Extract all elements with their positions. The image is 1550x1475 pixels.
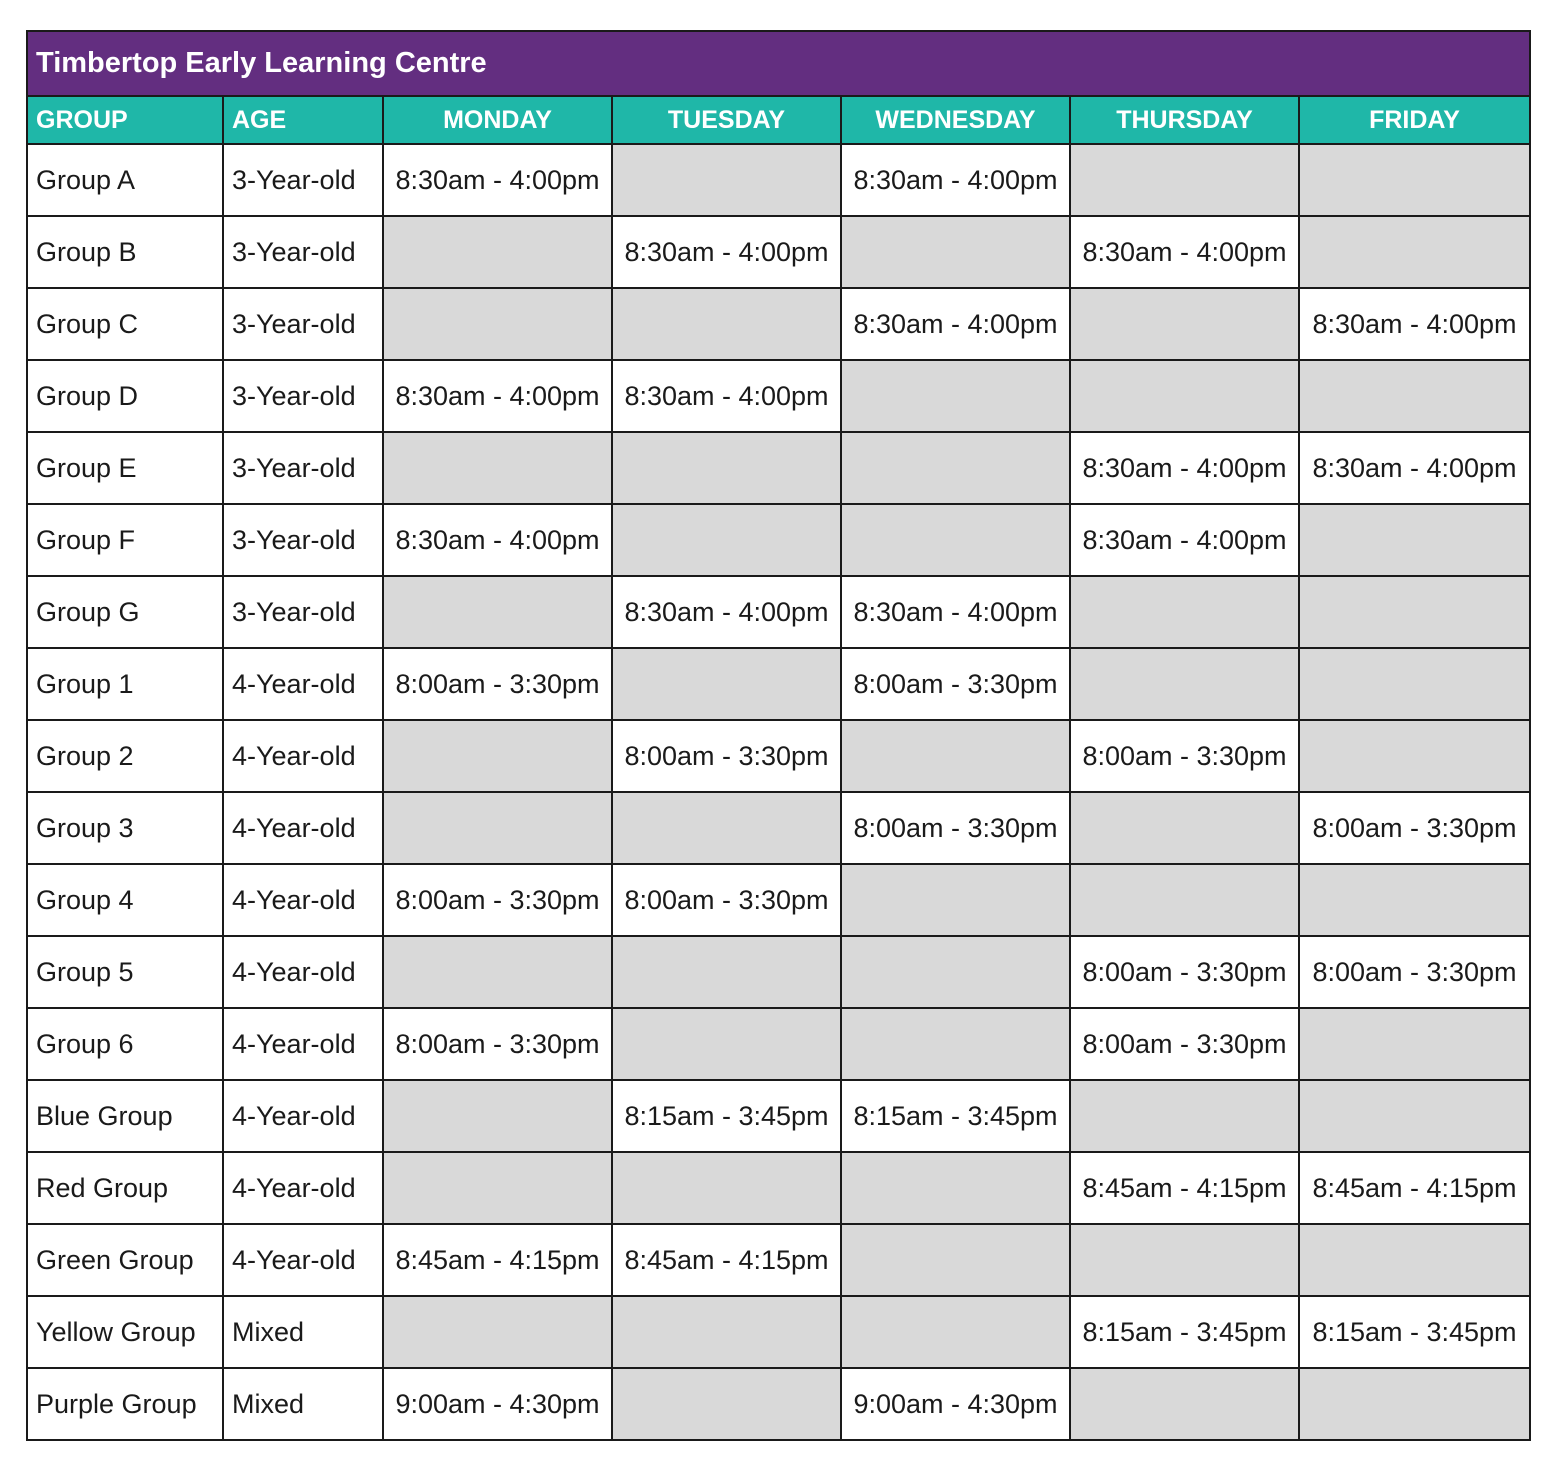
column-header-age: AGE (223, 96, 383, 144)
tuesday-time-cell (612, 648, 841, 720)
friday-time-cell (1299, 216, 1530, 288)
friday-time-cell (1299, 576, 1530, 648)
monday-time-cell (383, 1152, 612, 1224)
friday-time-cell (1299, 1080, 1530, 1152)
age-cell: 4-Year-old (223, 648, 383, 720)
group-name-cell: Group A (27, 144, 223, 216)
tuesday-time-cell: 8:15am - 3:45pm (612, 1080, 841, 1152)
group-name-cell: Group 1 (27, 648, 223, 720)
table-row (27, 864, 1530, 936)
wednesday-time-cell (841, 1152, 1070, 1224)
tuesday-time-cell: 8:00am - 3:30pm (612, 864, 841, 936)
age-cell: 4-Year-old (223, 936, 383, 1008)
wednesday-time-cell (841, 1008, 1070, 1080)
column-header-group: GROUP (27, 96, 223, 144)
table-row (27, 1008, 1530, 1080)
wednesday-time-cell (841, 1224, 1070, 1296)
table-row (27, 792, 1530, 864)
wednesday-time-cell: 8:15am - 3:45pm (841, 1080, 1070, 1152)
group-name-cell: Group B (27, 216, 223, 288)
monday-time-cell (383, 792, 612, 864)
group-name-cell: Group 3 (27, 792, 223, 864)
table-row (27, 1296, 1530, 1368)
thursday-time-cell: 8:00am - 3:30pm (1070, 936, 1299, 1008)
wednesday-time-cell (841, 504, 1070, 576)
monday-time-cell: 8:30am - 4:00pm (383, 144, 612, 216)
monday-time-cell (383, 576, 612, 648)
group-name-cell: Yellow Group (27, 1296, 223, 1368)
wednesday-time-cell (841, 936, 1070, 1008)
tuesday-time-cell: 8:30am - 4:00pm (612, 360, 841, 432)
friday-time-cell (1299, 864, 1530, 936)
column-header-row (27, 96, 1530, 144)
friday-time-cell: 8:15am - 3:45pm (1299, 1296, 1530, 1368)
thursday-time-cell: 8:45am - 4:15pm (1070, 1152, 1299, 1224)
thursday-time-cell (1070, 360, 1299, 432)
monday-time-cell: 8:00am - 3:30pm (383, 864, 612, 936)
table-row (27, 360, 1530, 432)
table-row (27, 576, 1530, 648)
column-header-thursday: THURSDAY (1070, 96, 1299, 144)
wednesday-time-cell: 8:30am - 4:00pm (841, 288, 1070, 360)
monday-time-cell (383, 936, 612, 1008)
table-row (27, 504, 1530, 576)
age-cell: Mixed (223, 1368, 383, 1440)
age-cell: 4-Year-old (223, 720, 383, 792)
schedule-body (27, 144, 1530, 1440)
table-row (27, 648, 1530, 720)
friday-time-cell (1299, 648, 1530, 720)
monday-time-cell (383, 288, 612, 360)
monday-time-cell (383, 1296, 612, 1368)
group-name-cell: Group D (27, 360, 223, 432)
table-row (27, 144, 1530, 216)
tuesday-time-cell (612, 504, 841, 576)
table-row (27, 720, 1530, 792)
monday-time-cell: 8:00am - 3:30pm (383, 648, 612, 720)
wednesday-time-cell: 8:30am - 4:00pm (841, 144, 1070, 216)
age-cell: 4-Year-old (223, 864, 383, 936)
monday-time-cell (383, 720, 612, 792)
table-row (27, 1368, 1530, 1440)
thursday-time-cell: 8:30am - 4:00pm (1070, 216, 1299, 288)
wednesday-time-cell (841, 1296, 1070, 1368)
table-row (27, 1224, 1530, 1296)
tuesday-time-cell: 8:45am - 4:15pm (612, 1224, 841, 1296)
friday-time-cell (1299, 1368, 1530, 1440)
thursday-time-cell: 8:30am - 4:00pm (1070, 504, 1299, 576)
column-header-friday: FRIDAY (1299, 96, 1530, 144)
table-row (27, 936, 1530, 1008)
title-row (27, 31, 1530, 96)
friday-time-cell: 8:45am - 4:15pm (1299, 1152, 1530, 1224)
group-name-cell: Group F (27, 504, 223, 576)
age-cell: 4-Year-old (223, 1224, 383, 1296)
group-name-cell: Group 4 (27, 864, 223, 936)
age-cell: 4-Year-old (223, 1008, 383, 1080)
thursday-time-cell: 8:15am - 3:45pm (1070, 1296, 1299, 1368)
monday-time-cell: 8:00am - 3:30pm (383, 1008, 612, 1080)
age-cell: 4-Year-old (223, 1080, 383, 1152)
monday-time-cell: 8:45am - 4:15pm (383, 1224, 612, 1296)
group-name-cell: Group E (27, 432, 223, 504)
thursday-time-cell (1070, 864, 1299, 936)
column-header-tuesday: TUESDAY (612, 96, 841, 144)
thursday-time-cell (1070, 648, 1299, 720)
table-row (27, 288, 1530, 360)
age-cell: 3-Year-old (223, 504, 383, 576)
tuesday-time-cell (612, 792, 841, 864)
wednesday-time-cell (841, 360, 1070, 432)
friday-time-cell: 8:00am - 3:30pm (1299, 936, 1530, 1008)
table-row (27, 216, 1530, 288)
monday-time-cell: 8:30am - 4:00pm (383, 360, 612, 432)
group-name-cell: Blue Group (27, 1080, 223, 1152)
monday-time-cell (383, 432, 612, 504)
tuesday-time-cell (612, 936, 841, 1008)
tuesday-time-cell (612, 1368, 841, 1440)
tuesday-time-cell: 8:00am - 3:30pm (612, 720, 841, 792)
wednesday-time-cell: 8:00am - 3:30pm (841, 792, 1070, 864)
friday-time-cell (1299, 720, 1530, 792)
thursday-time-cell: 8:00am - 3:30pm (1070, 1008, 1299, 1080)
schedule-table (26, 30, 1531, 1441)
thursday-time-cell (1070, 144, 1299, 216)
group-name-cell: Group C (27, 288, 223, 360)
table-title: Timbertop Early Learning Centre (27, 31, 1530, 96)
age-cell: 3-Year-old (223, 144, 383, 216)
group-name-cell: Purple Group (27, 1368, 223, 1440)
thursday-time-cell (1070, 576, 1299, 648)
age-cell: 3-Year-old (223, 432, 383, 504)
age-cell: 3-Year-old (223, 576, 383, 648)
monday-time-cell (383, 216, 612, 288)
tuesday-time-cell: 8:30am - 4:00pm (612, 576, 841, 648)
wednesday-time-cell: 8:00am - 3:30pm (841, 648, 1070, 720)
tuesday-time-cell (612, 1008, 841, 1080)
age-cell: Mixed (223, 1296, 383, 1368)
wednesday-time-cell (841, 864, 1070, 936)
thursday-time-cell (1070, 1368, 1299, 1440)
column-header-wednesday: WEDNESDAY (841, 96, 1070, 144)
friday-time-cell (1299, 144, 1530, 216)
tuesday-time-cell (612, 288, 841, 360)
thursday-time-cell (1070, 1224, 1299, 1296)
friday-time-cell: 8:00am - 3:30pm (1299, 792, 1530, 864)
friday-time-cell (1299, 504, 1530, 576)
age-cell: 4-Year-old (223, 792, 383, 864)
monday-time-cell: 8:30am - 4:00pm (383, 504, 612, 576)
column-header-monday: MONDAY (383, 96, 612, 144)
age-cell: 4-Year-old (223, 1152, 383, 1224)
group-name-cell: Red Group (27, 1152, 223, 1224)
age-cell: 3-Year-old (223, 360, 383, 432)
friday-time-cell (1299, 1008, 1530, 1080)
wednesday-time-cell: 9:00am - 4:30pm (841, 1368, 1070, 1440)
thursday-time-cell: 8:00am - 3:30pm (1070, 720, 1299, 792)
age-cell: 3-Year-old (223, 288, 383, 360)
thursday-time-cell (1070, 1080, 1299, 1152)
group-name-cell: Group 5 (27, 936, 223, 1008)
friday-time-cell (1299, 360, 1530, 432)
wednesday-time-cell (841, 720, 1070, 792)
wednesday-time-cell (841, 216, 1070, 288)
thursday-time-cell: 8:30am - 4:00pm (1070, 432, 1299, 504)
monday-time-cell: 9:00am - 4:30pm (383, 1368, 612, 1440)
tuesday-time-cell (612, 1152, 841, 1224)
group-name-cell: Green Group (27, 1224, 223, 1296)
friday-time-cell: 8:30am - 4:00pm (1299, 288, 1530, 360)
wednesday-time-cell (841, 432, 1070, 504)
thursday-time-cell (1070, 288, 1299, 360)
table-row (27, 1080, 1530, 1152)
group-name-cell: Group 6 (27, 1008, 223, 1080)
friday-time-cell (1299, 1224, 1530, 1296)
tuesday-time-cell (612, 1296, 841, 1368)
monday-time-cell (383, 1080, 612, 1152)
friday-time-cell: 8:30am - 4:00pm (1299, 432, 1530, 504)
table-row (27, 1152, 1530, 1224)
tuesday-time-cell: 8:30am - 4:00pm (612, 216, 841, 288)
table-row (27, 432, 1530, 504)
group-name-cell: Group G (27, 576, 223, 648)
tuesday-time-cell (612, 432, 841, 504)
wednesday-time-cell: 8:30am - 4:00pm (841, 576, 1070, 648)
group-name-cell: Group 2 (27, 720, 223, 792)
age-cell: 3-Year-old (223, 216, 383, 288)
thursday-time-cell (1070, 792, 1299, 864)
tuesday-time-cell (612, 144, 841, 216)
